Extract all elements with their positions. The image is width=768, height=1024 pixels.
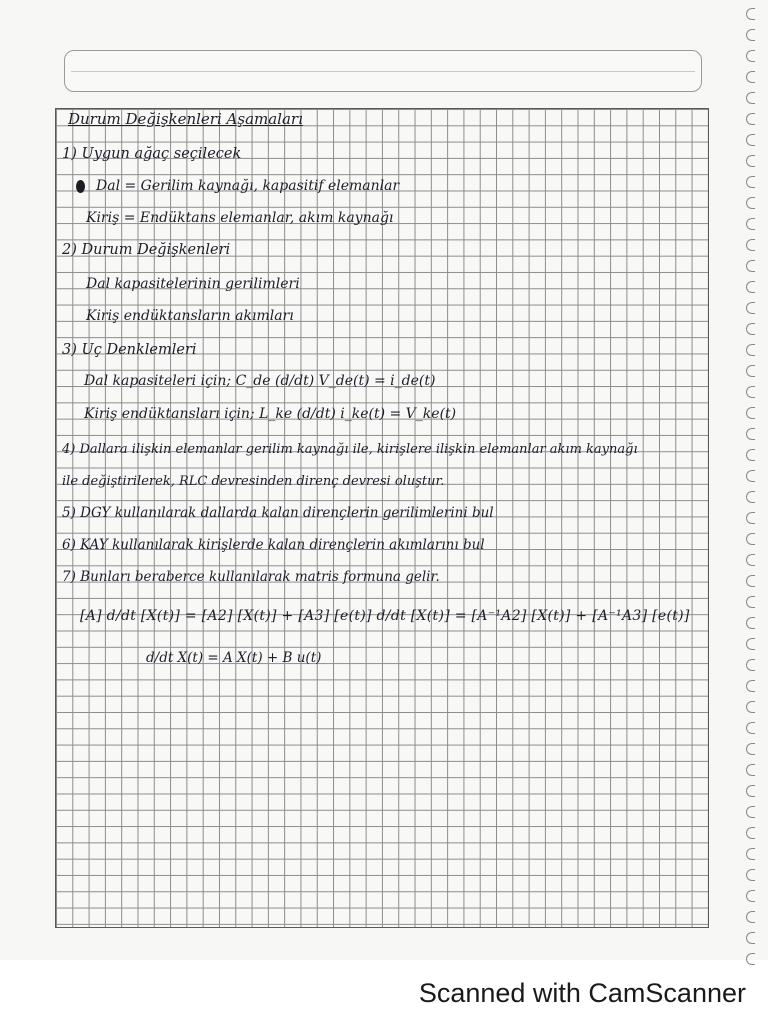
matrix-equation: [A] d/dt [X(t)] = [A2] [X(t)] + [A3] [e(t)] d/dt [X(t)] = [A⁻¹A2] [X(t)] + [A⁻¹A3] [e(t)] <box>80 608 690 624</box>
dal-definition: Dal = Gerilim kaynağı, kapasitif elemanlar <box>96 178 400 194</box>
kiris-definition: Kiriş = Endüktans elemanlar, akım kaynağı <box>86 210 394 226</box>
spiral-binding <box>738 8 756 888</box>
step-2-text: 2) Durum Değişkenleri <box>62 242 231 258</box>
camscanner-watermark: Scanned with CamScanner <box>418 978 746 1008</box>
notes-title: Durum Değişkenleri Aşamaları <box>68 110 303 128</box>
step-1-text: 1) Uygun ağaç seçilecek <box>62 146 242 162</box>
graph-paper-grid <box>55 108 709 928</box>
dal-state-variables: Dal kapasitelerinin gerilimleri <box>86 276 300 292</box>
step-4-text-line2: ile değiştirilerek, RLC devresinden direnç devresi oluştur. <box>62 474 445 489</box>
page-header-box <box>64 50 702 92</box>
ink-blot <box>76 180 85 193</box>
capacitor-equation: Dal kapasiteleri için; C_de (d/dt) V_de(t) = i_de(t) <box>84 373 436 389</box>
step-7-text: 7) Bunları beraberce kullanılarak matris formuna gelir. <box>62 569 440 585</box>
step-4-text-line1: 4) Dallara ilişkin elemanlar gerilim kaynağı ile, kirişlere ilişkin elemanlar akım kaynağı <box>62 442 638 457</box>
state-space-equation: d/dt X(t) = A X(t) + B u(t) <box>146 650 322 666</box>
kiris-state-variables: Kiriş endüktansların akımları <box>86 308 294 324</box>
step-3-text: 3) Uç Denklemleri <box>62 342 197 358</box>
inductor-equation: Kiriş endüktansları için; L_ke (d/dt) i_ke(t) = V_ke(t) <box>84 406 457 422</box>
step-6-text: 6) KAY kullanılarak kirişlerde kalan dirençlerin akımlarını bul <box>62 537 485 553</box>
step-5-text: 5) DGY kullanılarak dallarda kalan dirençlerin gerilimlerini bul <box>62 505 494 521</box>
